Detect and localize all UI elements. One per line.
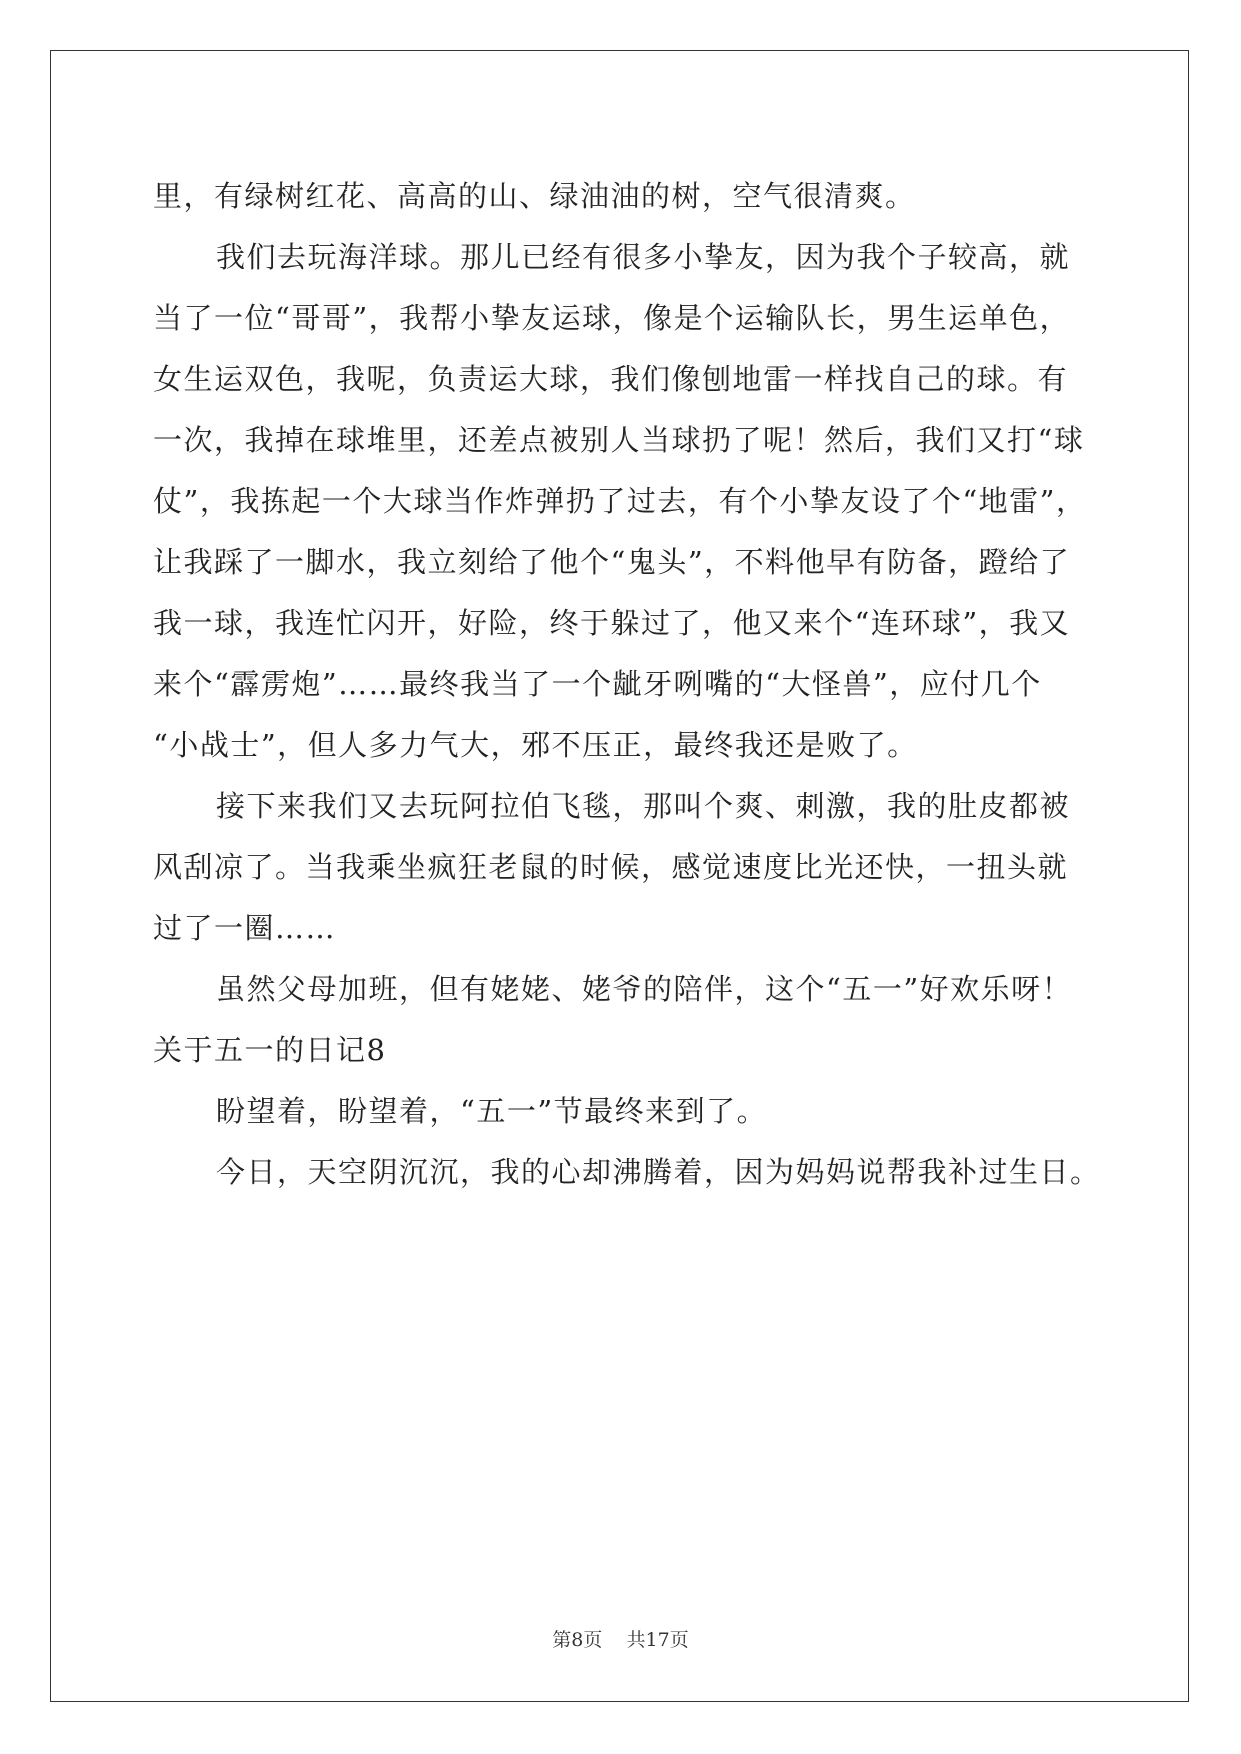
text-line-6: 仗”，我拣起一个大球当作炸弹扔了过去，有个小挚友设了个“地雷”， [153,484,1087,518]
page-footer [0,1625,1241,1652]
text-line-1: 里，有绿树红花、高高的山、绿油油的树，空气很清爽。 [153,179,916,213]
text-line-3: 当了一位“哥哥”，我帮小挚友运球，像是个运输队长，男生运单色， [153,301,1071,335]
text-line-7: 让我踩了一脚水，我立刻给了他个“鬼头”，不料他早有防备，蹬给了 [153,545,1071,579]
text-line-17: 今日，天空阴沉沉，我的心却沸腾着，因为妈妈说帮我补过生日。 [216,1155,1101,1189]
text-line-14: 虽然父母加班，但有姥姥、姥爷的陪伴，这个“五一”好欢乐呀！ [216,972,1073,1006]
text-line-5: 一次，我掉在球堆里，还差点被别人当球扔了呢！然后，我们又打“球 [153,423,1085,457]
text-line-10: “小战士”，但人多力气大，邪不压正，最终我还是败了。 [153,728,918,762]
section-heading: 关于五一的日记8 [153,1033,387,1067]
text-line-9: 来个“霹雳炮”……最终我当了一个龇牙咧嘴的“大怪兽”，应付几个 [153,667,1042,701]
text-line-2: 我们去玩海洋球。那儿已经有很多小挚友，因为我个子较高，就 [216,240,1071,274]
text-line-16: 盼望着，盼望着，“五一”节最终来到了。 [216,1094,768,1128]
page-number: 第8页 共17页 [552,1629,689,1651]
text-line-8: 我一球，我连忙闪开，好险，终于躲过了，他又来个“连环球”，我又 [153,606,1071,640]
text-line-11: 接下来我们又去玩阿拉伯飞毯，那叫个爽、刺激，我的肚皮都被 [216,789,1071,823]
text-line-12: 风刮凉了。当我乘坐疯狂老鼠的时候，感觉速度比光还快，一扭头就 [153,850,1069,884]
document-body [153,166,1101,1203]
text-line-13: 过了一圈…… [153,911,337,945]
text-line-4: 女生运双色，我呢，负责运大球，我们像刨地雷一样找自己的球。有 [153,362,1069,396]
